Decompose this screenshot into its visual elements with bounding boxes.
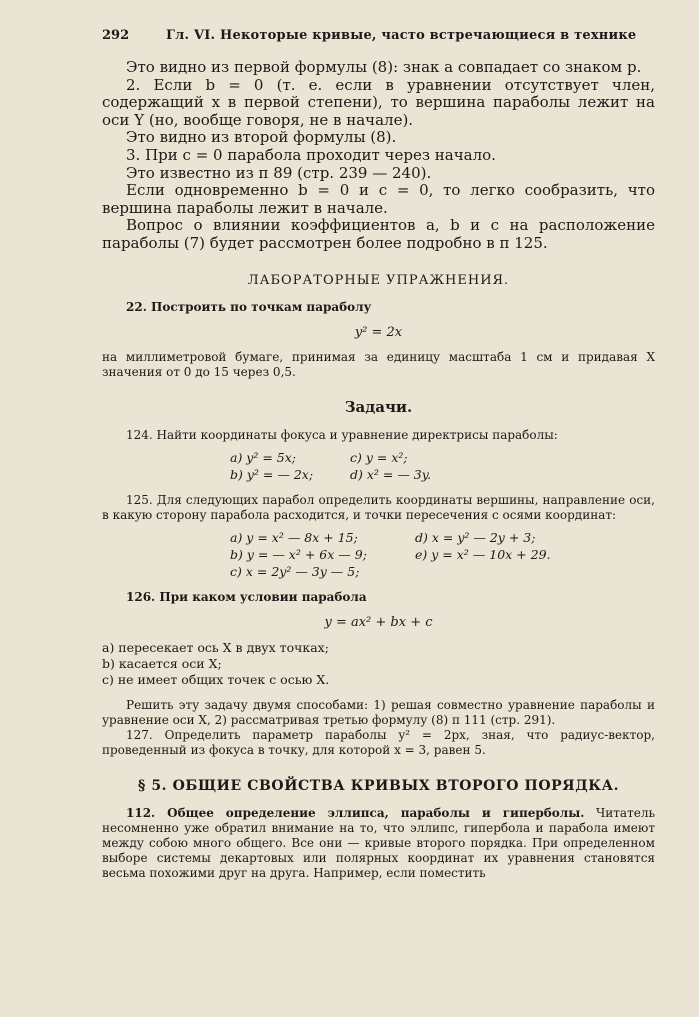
page-number: 292 [102, 28, 130, 43]
task-124: 124. Найти координаты фокуса и уравнение директрисы параболы: [126, 427, 558, 442]
intro-paragraph-3: Это видно из второй формулы (8). [126, 128, 397, 147]
exercise-22-formula: y² = 2x [354, 324, 403, 340]
running-title: Гл. VI. Некоторые кривые, часто встречающиеся в технике [166, 28, 637, 43]
task-125-option: b) y = — x² + 6x — 9; [230, 546, 367, 562]
paragraph-112-text: Читатель несомненно уже обратил внимание на то, что эллипс, гипербола и парабола имеют между собою много общего. Все они — кривые второго порядка. При определенном выборе системы декартовых или полярных координат их уравнения становятся весьма похожими друг на друга. Например, если поместить [102, 805, 655, 880]
task-124-option: a) y² = 5x; [230, 449, 297, 465]
intro-paragraph-1: Это видно из первой формулы (8): знак a совпадает со знаком p. [126, 58, 642, 76]
task-125-option: d) x = y² — 2y + 3; [415, 529, 536, 545]
paragraph-112-title: 112. Общее определение эллипса, параболы и гиперболы. [126, 805, 585, 820]
task-124-option: d) x² = — 3y. [350, 466, 432, 482]
task-126-formula: y = ax² + bx + c [324, 614, 433, 630]
task-126-option: c) не имеет общих точек с осью X. [102, 671, 330, 687]
running-header [102, 28, 655, 43]
exercise-22-text: на миллиметровой бумаге, принимая за единицу масштаба 1 см и придавая X значения от 0 до 15 через 0,5. [102, 349, 655, 379]
task-125-option: a) y = x² — 8x + 15; [230, 529, 358, 545]
task-124-option: c) y = x²; [350, 449, 408, 465]
intro-paragraph-7: Вопрос о влиянии коэффициентов a, b и c на расположение параболы (7) будет рассмотрен более подробно в п 125. [102, 216, 655, 252]
intro-paragraph-2: 2. Если b = 0 (т. е. если в уравнении отсутствует член, содержащий x в первой степени), то вершина параболы лежит на оси Y (но, вообще говоря, не в начале). [102, 75, 655, 129]
task-125: 125. Для следующих парабол определить координаты вершины, направление оси, в какую сторону парабола расходится, и точки пересечения с осями координат: [102, 492, 655, 522]
task-126-option: a) пересекает ось X в двух точках; [102, 639, 329, 655]
intro-paragraph-4: 3. При c = 0 парабола проходит через начало. [126, 145, 496, 164]
lab-heading: ЛАБОРАТОРНЫЕ УПРАЖНЕНИЯ. [247, 272, 510, 288]
task-124-options [230, 449, 655, 483]
paragraph-112 [102, 806, 655, 881]
section-5-heading: § 5. ОБЩИЕ СВОЙСТВА КРИВЫХ ВТОРОГО ПОРЯДКА. [137, 777, 620, 794]
task-127: 127. Определить параметр параболы y² = 2px, зная, что радиус-вектор, проведенный из фокуса в точку, для которой x = 3, равен 5. [102, 727, 655, 757]
task-126-options [102, 640, 655, 688]
task-126-hint: Решить эту задачу двумя способами: 1) решая совместно уравнение параболы и уравнение оси X, 2) рассматривая третью формулу (8) п 111 (стр. 291). [102, 697, 655, 727]
intro-paragraph-6: Если одновременно b = 0 и c = 0, то легко сообразить, что вершина параболы лежит в начале. [102, 181, 655, 217]
exercise-22: 22. Построить по точкам параболу [126, 299, 372, 314]
task-125-options [230, 529, 655, 580]
task-126-option: b) касается оси X; [102, 655, 222, 671]
task-125-option: e) y = x² — 10x + 29. [415, 546, 551, 562]
task-124-option: b) y² = — 2x; [230, 466, 314, 482]
task-126: 126. При каком условии парабола [126, 589, 367, 604]
task-125-option: c) x = 2y² — 3y — 5; [230, 563, 360, 579]
tasks-heading: Задачи. [344, 397, 413, 416]
intro-paragraph-5: Это известно из п 89 (стр. 239 — 240). [126, 163, 432, 182]
